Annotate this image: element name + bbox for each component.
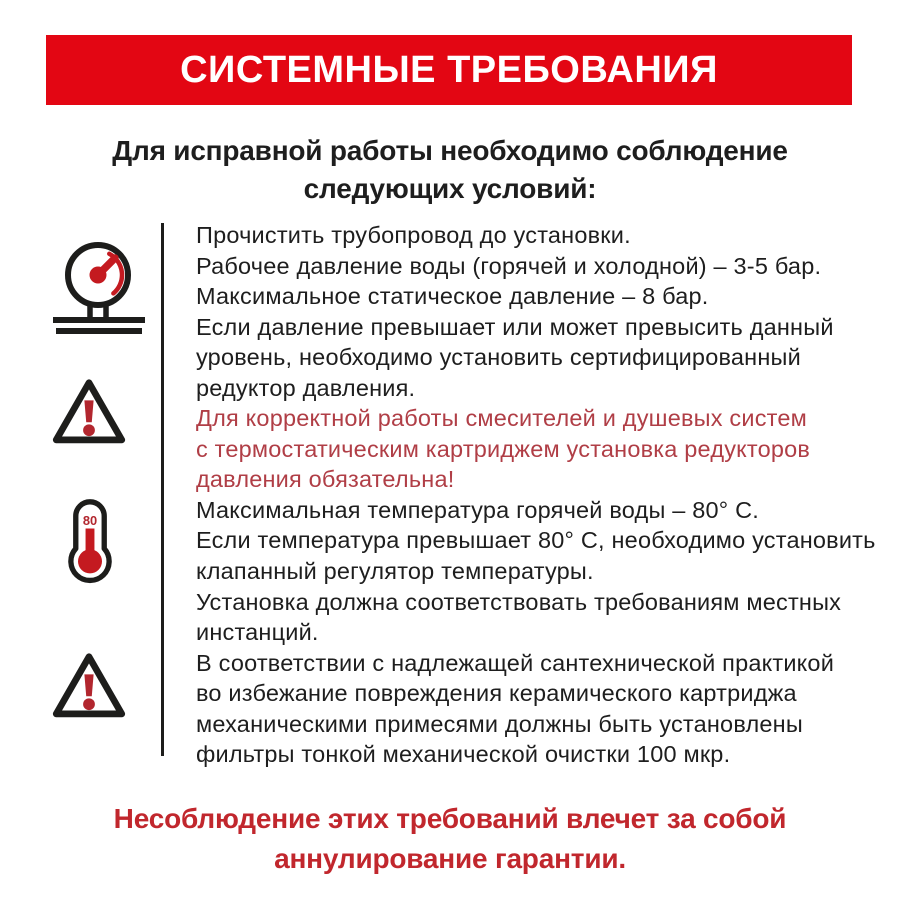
thermometer-icon [66, 497, 114, 584]
requirement-line: Установка должна соответствовать требованиям местных [196, 588, 842, 615]
requirement-line: фильтры тонкой механической очистки 100 мкр. [196, 741, 731, 768]
requirement-line: Рабочее давление воды (горячей и холодной) – 3-5 бар. [196, 252, 822, 279]
requirement-line: клапанный регулятор температуры. [196, 558, 594, 585]
requirement-line: Для корректной работы смесителей и душевых систем [196, 405, 807, 432]
header-banner [46, 35, 852, 105]
intro-line: следующих условий: [303, 173, 597, 204]
page-title: СИСТЕМНЫЕ ТРЕБОВАНИЯ [180, 48, 718, 91]
requirement-line: уровень, необходимо установить сертифицированный [196, 344, 801, 371]
requirement-line: редуктор давления. [196, 374, 416, 401]
thermometer-max-temp-label: 80 [82, 512, 98, 528]
warning-triangle-icon [47, 647, 131, 727]
requirement-line: во избежание повреждения керамического картриджа [196, 680, 797, 707]
requirement-line: Если давление превышает или может превысить данный [196, 313, 834, 340]
warranty-warning-line: Несоблюдение этих требований влечет за собой [113, 803, 787, 834]
pressure-gauge-icon [50, 239, 148, 334]
requirement-line: механическими примесями должны быть установлены [196, 710, 803, 737]
requirement-line: давления обязательна! [196, 466, 455, 493]
requirement-line: инстанций. [196, 619, 319, 646]
warranty-warning [0, 799, 900, 879]
requirement-line: Максимальное статическое давление – 8 бар. [196, 283, 709, 310]
requirement-line: В соответствии с надлежащей сантехнической практикой [196, 649, 835, 676]
intro-text [0, 132, 900, 208]
requirement-line: Прочистить трубопровод до установки. [196, 222, 631, 248]
requirement-line: Максимальная температура горячей воды – 80° C. [196, 496, 760, 523]
requirements-list [196, 220, 876, 770]
intro-line: Для исправной работы необходимо соблюдение [112, 135, 788, 166]
warning-triangle-icon [47, 373, 131, 453]
warranty-warning-line: аннулирование гарантии. [274, 843, 626, 874]
requirement-line: с термостатическим картриджем установка редукторов [196, 435, 811, 462]
vertical-divider [161, 223, 164, 756]
requirement-line: Если температура превышает 80° C, необходимо установить [196, 527, 876, 554]
